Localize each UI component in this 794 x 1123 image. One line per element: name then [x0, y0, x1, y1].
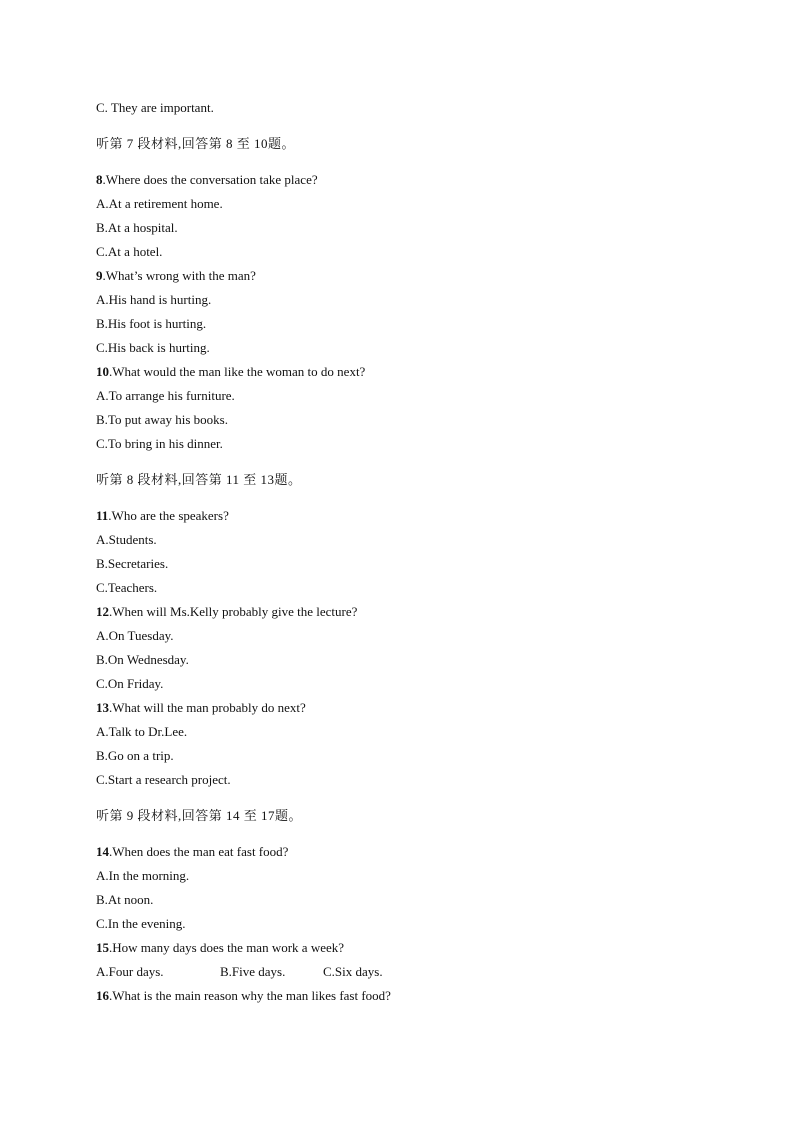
option-a: A.His hand is hurting.	[96, 292, 212, 307]
question-text: .What’s wrong with the man?	[102, 268, 256, 283]
section-heading-8: 听第 8 段材料,回答第 11 至 13题。	[96, 472, 302, 487]
option-b: B.At a hospital.	[96, 220, 178, 235]
question-number: 15	[96, 940, 109, 955]
option-b: B.His foot is hurting.	[96, 316, 207, 331]
question-text: .Who are the speakers?	[108, 508, 229, 523]
option-c: C.Start a research project.	[96, 772, 231, 787]
question-text: .What is the main reason why the man likes fast food?	[109, 988, 391, 1003]
section-heading-9: 听第 9 段材料,回答第 14 至 17题。	[96, 808, 303, 823]
option-b: B.Five days.	[220, 964, 286, 979]
question-number: 9	[96, 268, 103, 283]
option-a: A.At a retirement home.	[96, 196, 223, 211]
option-b: B.Go on a trip.	[96, 748, 174, 763]
question-text: .What will the man probably do next?	[109, 700, 306, 715]
question-text: .When does the man eat fast food?	[109, 844, 289, 859]
option-c: C.His back is hurting.	[96, 340, 210, 355]
option-a: A.On Tuesday.	[96, 628, 174, 643]
question-text: .What would the man like the woman to do next?	[109, 364, 366, 379]
question-16	[96, 988, 391, 1004]
question-13	[96, 700, 306, 716]
question-15	[96, 940, 344, 956]
option-b: B.To put away his books.	[96, 412, 228, 427]
option-a: A.In the morning.	[96, 868, 190, 883]
option-a: A.Four days.	[96, 964, 164, 979]
option-c: C.To bring in his dinner.	[96, 436, 223, 451]
option-c: C.At a hotel.	[96, 244, 163, 259]
question-number: 12	[96, 604, 109, 619]
option-a: A.Students.	[96, 532, 157, 547]
question-number: 11	[96, 508, 109, 523]
question-text: .How many days does the man work a week?	[109, 940, 345, 955]
option-c: C.Teachers.	[96, 580, 158, 595]
question-number: 13	[96, 700, 109, 715]
option-a: A.To arrange his furniture.	[96, 388, 235, 403]
question-10	[96, 364, 365, 380]
question-number: 14	[96, 844, 109, 859]
option-b: B.At noon.	[96, 892, 154, 907]
question-9	[96, 268, 256, 284]
question-number: 10	[96, 364, 109, 379]
option-c: C.In the evening.	[96, 916, 186, 931]
option-c-previous: C. They are important.	[96, 100, 214, 115]
option-c: C.Six days.	[323, 964, 383, 979]
question-number: 16	[96, 988, 109, 1003]
question-14	[96, 844, 288, 860]
question-11	[96, 508, 229, 524]
question-number: 8	[96, 172, 103, 187]
option-c: C.On Friday.	[96, 676, 164, 691]
option-b: B.Secretaries.	[96, 556, 169, 571]
option-b: B.On Wednesday.	[96, 652, 189, 667]
question-text: .Where does the conversation take place?	[102, 172, 318, 187]
question-12	[96, 604, 357, 620]
question-text: .When will Ms.Kelly probably give the lecture?	[109, 604, 358, 619]
question-8	[96, 172, 318, 188]
section-heading-7: 听第 7 段材料,回答第 8 至 10题。	[96, 136, 296, 151]
option-a: A.Talk to Dr.Lee.	[96, 724, 188, 739]
